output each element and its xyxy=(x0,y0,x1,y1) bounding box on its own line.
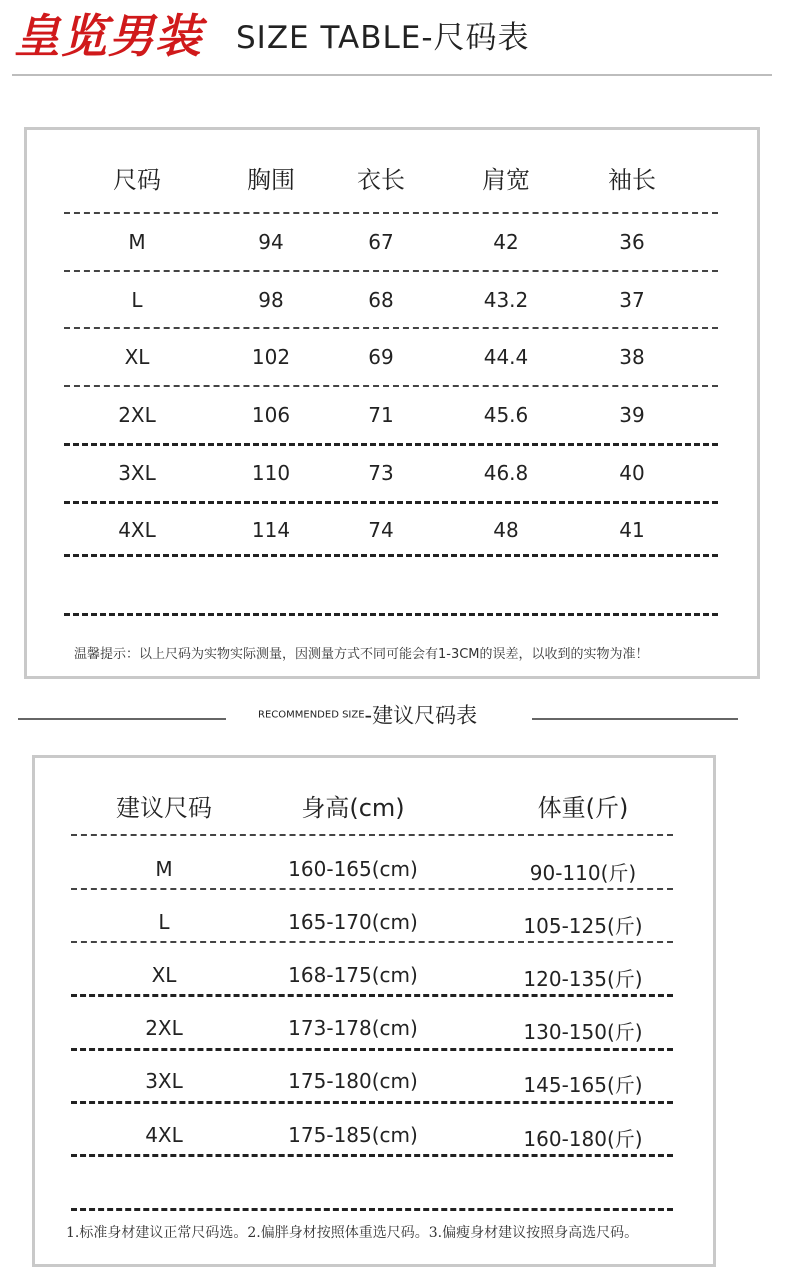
recommended-note: 1.标准身材建议正常尺码选。2.偏胖身材按照体重选尺码。3.偏瘦身材建议按照身高选尺码。 xyxy=(66,1225,639,1241)
recommended-header-cell: 身高(cm) xyxy=(301,794,405,822)
recommended-cell: 105-125(斤) xyxy=(523,914,643,938)
size-table-cell: 45.6 xyxy=(483,403,529,427)
size-table-note: 温馨提示：以上尺码为实物实际测量，因测量方式不同可能会有1-3CM的误差，以收到的实物为准！ xyxy=(74,647,649,662)
recommended-cell: XL xyxy=(151,963,177,987)
size-table-cell: 73 xyxy=(368,461,394,485)
row-separator xyxy=(71,941,673,943)
size-table-title: SIZE TABLE-尺码表 xyxy=(236,20,530,56)
recommended-size-table xyxy=(32,755,716,1267)
size-table-cell: 98 xyxy=(258,288,284,312)
size-table-cell: 102 xyxy=(251,345,291,369)
recommended-cell: M xyxy=(155,857,173,881)
recommended-cell: 173-178(cm) xyxy=(288,1016,418,1040)
recommended-title-en: RECOMMENDED SIZE xyxy=(258,709,365,721)
recommended-cell: L xyxy=(158,910,170,934)
size-table-cell: 38 xyxy=(619,345,645,369)
size-table-cell: 46.8 xyxy=(483,461,529,485)
size-table-cell: 67 xyxy=(368,230,394,254)
row-separator xyxy=(71,1208,673,1211)
recommended-cell: 130-150(斤) xyxy=(523,1020,643,1044)
recommended-cell: 165-170(cm) xyxy=(288,910,418,934)
row-separator xyxy=(71,994,673,997)
size-table-header-cell: 衣长 xyxy=(357,166,405,194)
size-table-cell: 43.2 xyxy=(483,288,529,312)
row-separator xyxy=(64,443,718,446)
row-separator xyxy=(64,501,718,504)
size-table-cell: 39 xyxy=(619,403,645,427)
size-table-header-cell: 肩宽 xyxy=(482,166,530,194)
row-separator xyxy=(71,1101,673,1104)
recommended-title-cn: -建议尺码表 xyxy=(364,703,478,728)
size-table-cell: L xyxy=(131,288,143,312)
size-table-cell: M xyxy=(128,230,146,254)
size-table-cell: 37 xyxy=(619,288,645,312)
recommended-cell: 175-185(cm) xyxy=(288,1123,418,1147)
row-separator xyxy=(71,834,673,836)
row-separator xyxy=(71,1154,673,1157)
size-table-cell: 48 xyxy=(493,518,519,542)
size-table-header-cell: 袖长 xyxy=(608,166,656,194)
size-table-cell: 42 xyxy=(493,230,519,254)
size-table-cell: 44.4 xyxy=(483,345,529,369)
row-separator xyxy=(64,554,718,557)
size-table-cell: 110 xyxy=(251,461,291,485)
page-header xyxy=(0,0,790,76)
brand-name: 皇览男装 xyxy=(14,9,202,63)
size-table-cell: XL xyxy=(124,345,150,369)
divider-left xyxy=(18,718,226,720)
recommended-title xyxy=(258,700,477,731)
size-table-cell: 106 xyxy=(251,403,291,427)
row-separator xyxy=(64,327,718,329)
header-divider xyxy=(12,74,772,76)
recommended-cell: 120-135(斤) xyxy=(523,967,643,991)
recommended-cell: 168-175(cm) xyxy=(288,963,418,987)
size-table-cell: 114 xyxy=(251,518,291,542)
size-table-cell: 69 xyxy=(368,345,394,369)
size-table xyxy=(24,127,760,679)
recommended-cell: 160-165(cm) xyxy=(288,857,418,881)
row-separator xyxy=(64,212,718,214)
recommended-cell: 160-180(斤) xyxy=(523,1127,643,1151)
recommended-cell: 2XL xyxy=(145,1016,183,1040)
size-table-cell: 68 xyxy=(368,288,394,312)
row-separator xyxy=(64,613,718,616)
size-table-cell: 4XL xyxy=(118,518,156,542)
size-table-cell: 40 xyxy=(619,461,645,485)
size-table-cell: 2XL xyxy=(118,403,156,427)
size-table-cell: 74 xyxy=(368,518,394,542)
size-table-cell: 41 xyxy=(619,518,645,542)
recommended-cell: 3XL xyxy=(145,1069,183,1093)
recommended-cell: 4XL xyxy=(145,1123,183,1147)
recommended-cell: 145-165(斤) xyxy=(523,1073,643,1097)
divider-right xyxy=(532,718,738,720)
size-table-header-cell: 尺码 xyxy=(113,166,161,194)
row-separator xyxy=(64,385,718,387)
recommended-header-cell: 建议尺码 xyxy=(116,794,212,822)
size-table-cell: 3XL xyxy=(118,461,156,485)
size-table-header-cell: 胸围 xyxy=(247,166,295,194)
size-table-cell: 36 xyxy=(619,230,645,254)
recommended-cell: 90-110(斤) xyxy=(529,861,637,885)
recommended-header-cell: 体重(斤) xyxy=(537,794,629,822)
size-table-cell: 94 xyxy=(258,230,284,254)
row-separator xyxy=(64,270,718,272)
row-separator xyxy=(71,1048,673,1051)
recommended-cell: 175-180(cm) xyxy=(288,1069,418,1093)
size-table-cell: 71 xyxy=(368,403,394,427)
row-separator xyxy=(71,888,673,890)
